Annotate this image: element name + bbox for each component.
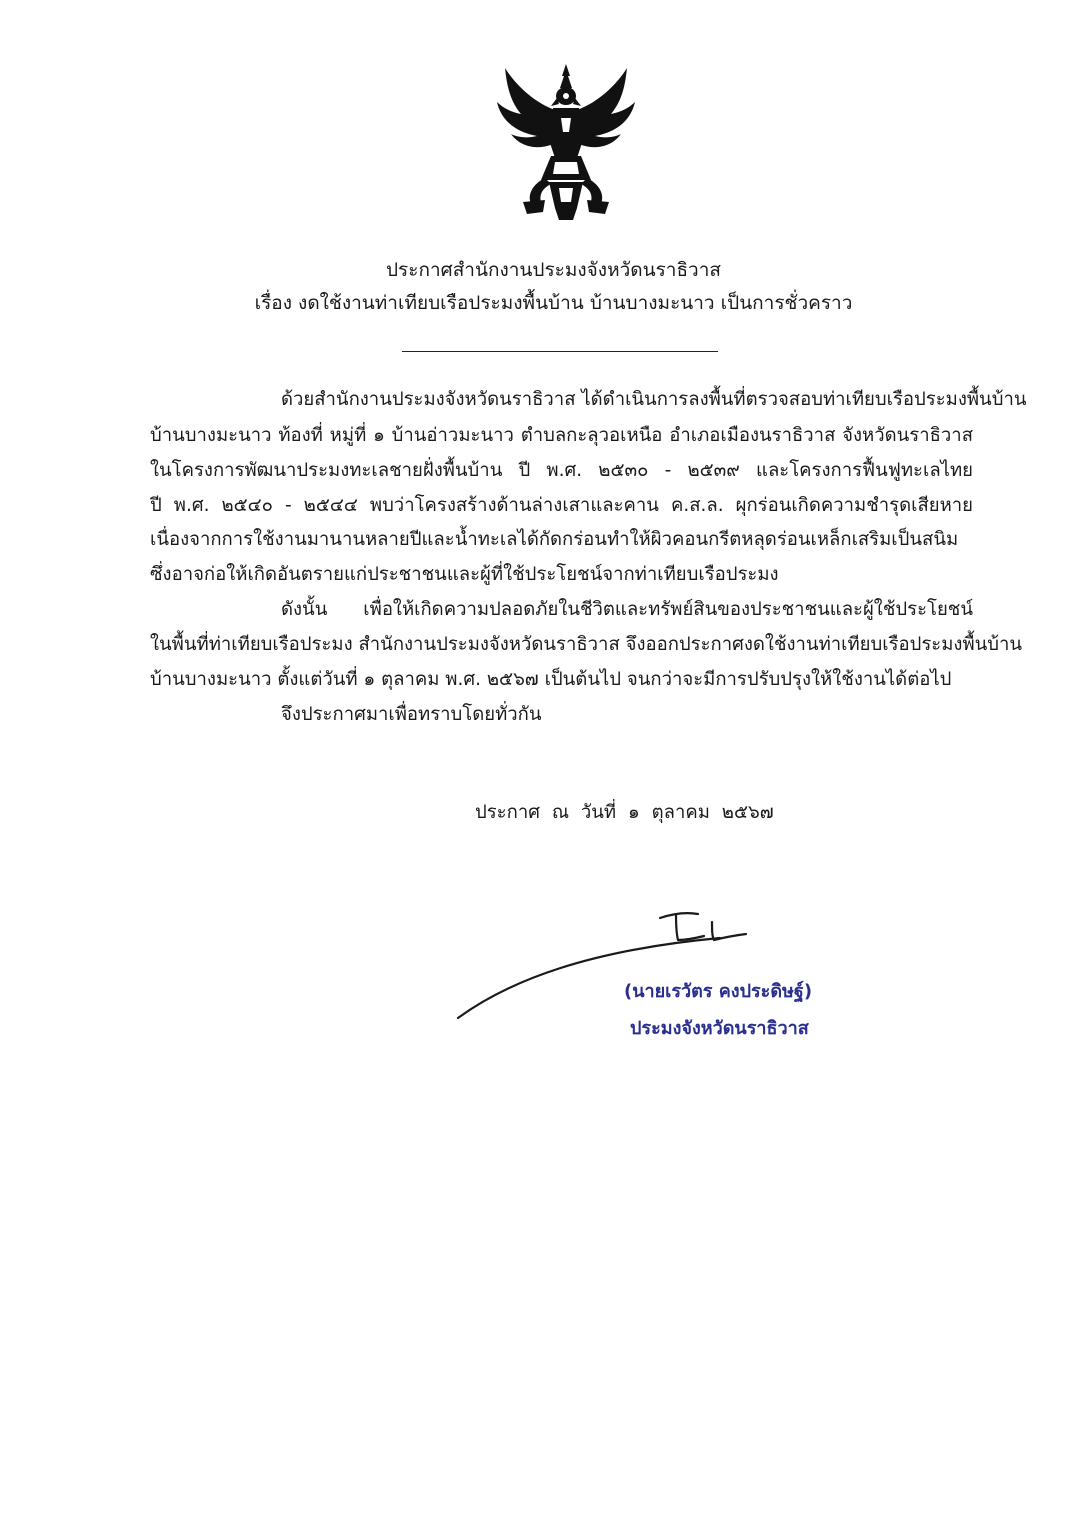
paragraph-1-line-2: บ้านบางมะนาว ท้องที่ หมู่ที่ ๑ บ้านอ่าวมะนาว ตำบลกะลุวอเหนือ อำเภอเมืองนราธิวาส จังหวัดนราธิวาส [150,425,973,446]
handwritten-signature-icon [450,900,780,1025]
paragraph-2-line-2: ในพื้นที่ท่าเทียบเรือประมง สำนักงานประมงจังหวัดนราธิวาส จึงออกประกาศงดใช้งานท่าเทียบเรือประมงพื้นบ้าน [150,634,1023,655]
announcement-title: ประกาศสำนักงานประมงจังหวัดนราธิวาส [385,259,721,281]
paragraph-1-line-6: ซึ่งอาจก่อให้เกิดอันตรายแก่ประชาชนและผู้ที่ใช้ประโยชน์จากท่าเทียบเรือประมง [150,564,779,585]
paragraph-2-line-3: บ้านบางมะนาว ตั้งแต่วันที่ ๑ ตุลาคม พ.ศ. ๒๕๖๗ เป็นต้นไป จนกว่าจะมีการปรับปรุงให้ใช้งานได้ต่อไป [150,669,952,690]
announcement-date: ประกาศ ณ วันที่ ๑ ตุลาคม ๒๕๖๗ [475,802,774,823]
closing-line: จึงประกาศมาเพื่อทราบโดยทั่วกัน [281,704,542,725]
title-divider [402,351,718,352]
announcement-subject: เรื่อง งดใช้งานท่าเทียบเรือประมงพื้นบ้าน บ้านบางมะนาว เป็นการชั่วคราว [254,292,853,314]
signer-name: (นายเรวัตร คงประดิษฐ์) [624,981,813,1002]
paragraph-1-line-1: ด้วยสำนักงานประมงจังหวัดนราธิวาส ได้ดำเนินการลงพื้นที่ตรวจสอบท่าเทียบเรือประมงพื้นบ้าน [281,389,1027,410]
garuda-emblem-icon [493,62,639,222]
paragraph-1-line-3: ในโครงการพัฒนาประมงทะเลชายฝั่งพื้นบ้าน ปี พ.ศ. ๒๕๓๐ - ๒๕๓๙ และโครงการฟื้นฟูทะเลไทย [150,460,973,481]
signer-position: ประมงจังหวัดนราธิวาส [630,1018,809,1039]
paragraph-1-line-4: ปี พ.ศ. ๒๕๔๐ - ๒๕๔๔ พบว่าโครงสร้างด้านล่างเสาและคาน ค.ส.ล. ผุกร่อนเกิดความชำรุดเสียหาย [150,495,973,516]
paragraph-2-line-1: ดังนั้น เพื่อให้เกิดความปลอดภัยในชีวิตและทรัพย์สินของประชาชนและผู้ใช้ประโยชน์ [281,599,973,620]
paragraph-1-line-5: เนื่องจากการใช้งานมานานหลายปีและน้ำทะเลได้กัดกร่อนทำให้ผิวคอนกรีตหลุดร่อนเหล็กเสริมเป็นสนิม [150,529,959,550]
